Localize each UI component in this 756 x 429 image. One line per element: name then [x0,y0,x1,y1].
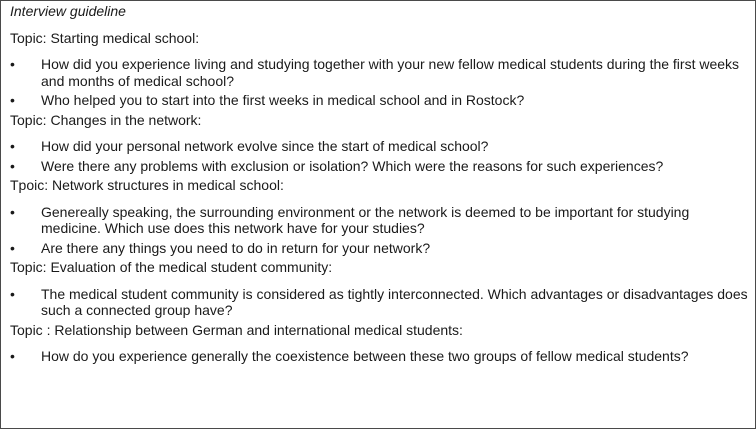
bullet-icon: • [10,157,15,174]
bullet-icon: • [10,92,15,108]
question-text: Were there any problems with exclusion or isolation? Which were the reasons for such experiences? [41,157,664,174]
question-text: How do you experience generally the coexistence between these two groups of fellow medical students? [41,348,689,364]
question-item [10,138,750,155]
question-item [10,240,750,257]
question-text: The medical student community is considered as tightly interconnected. Which advantages or disadvantages does such a connected group have? [41,285,748,318]
question-list [10,138,750,174]
bullet-icon: • [10,203,15,220]
question-list [10,204,750,257]
topic-heading: Tpoic: Network structures in medical school: [10,177,284,193]
question-item [10,158,750,175]
bullet-icon: • [10,285,15,302]
question-item [10,348,750,365]
question-text: How did your personal network evolve since the start of medical school? [41,138,489,154]
question-list [10,56,750,109]
bullet-icon: • [10,56,15,72]
question-text: Genereally speaking, the surrounding environment or the network is deemed to be important for studying medicine. Which use does this network have for your studies? [41,203,690,236]
question-text: Are there any things you need to do in return for your network? [41,239,431,256]
question-text: How did you experience living and studying together with your new fellow medical students during the first weeks and months of medical school? [41,56,740,89]
question-list [10,348,750,365]
question-item [10,286,750,319]
guideline-title: Interview guideline [10,3,126,19]
topic-heading: Topic: Changes in the network: [10,111,202,128]
question-item [10,92,750,109]
topic-heading: Topic: Starting medical school: [10,29,200,46]
topic-heading: Topic : Relationship between German and international medical students: [10,321,463,338]
guideline-content [10,3,750,368]
topic-heading: Topic: Evaluation of the medical student community: [10,259,333,275]
bullet-icon: • [10,348,15,364]
bullet-icon: • [10,138,15,154]
question-list [10,286,750,319]
question-item [10,56,750,89]
question-text: Who helped you to start into the first weeks in medical school and in Rostock? [41,92,525,108]
bullet-icon: • [10,239,15,256]
question-item [10,204,750,237]
